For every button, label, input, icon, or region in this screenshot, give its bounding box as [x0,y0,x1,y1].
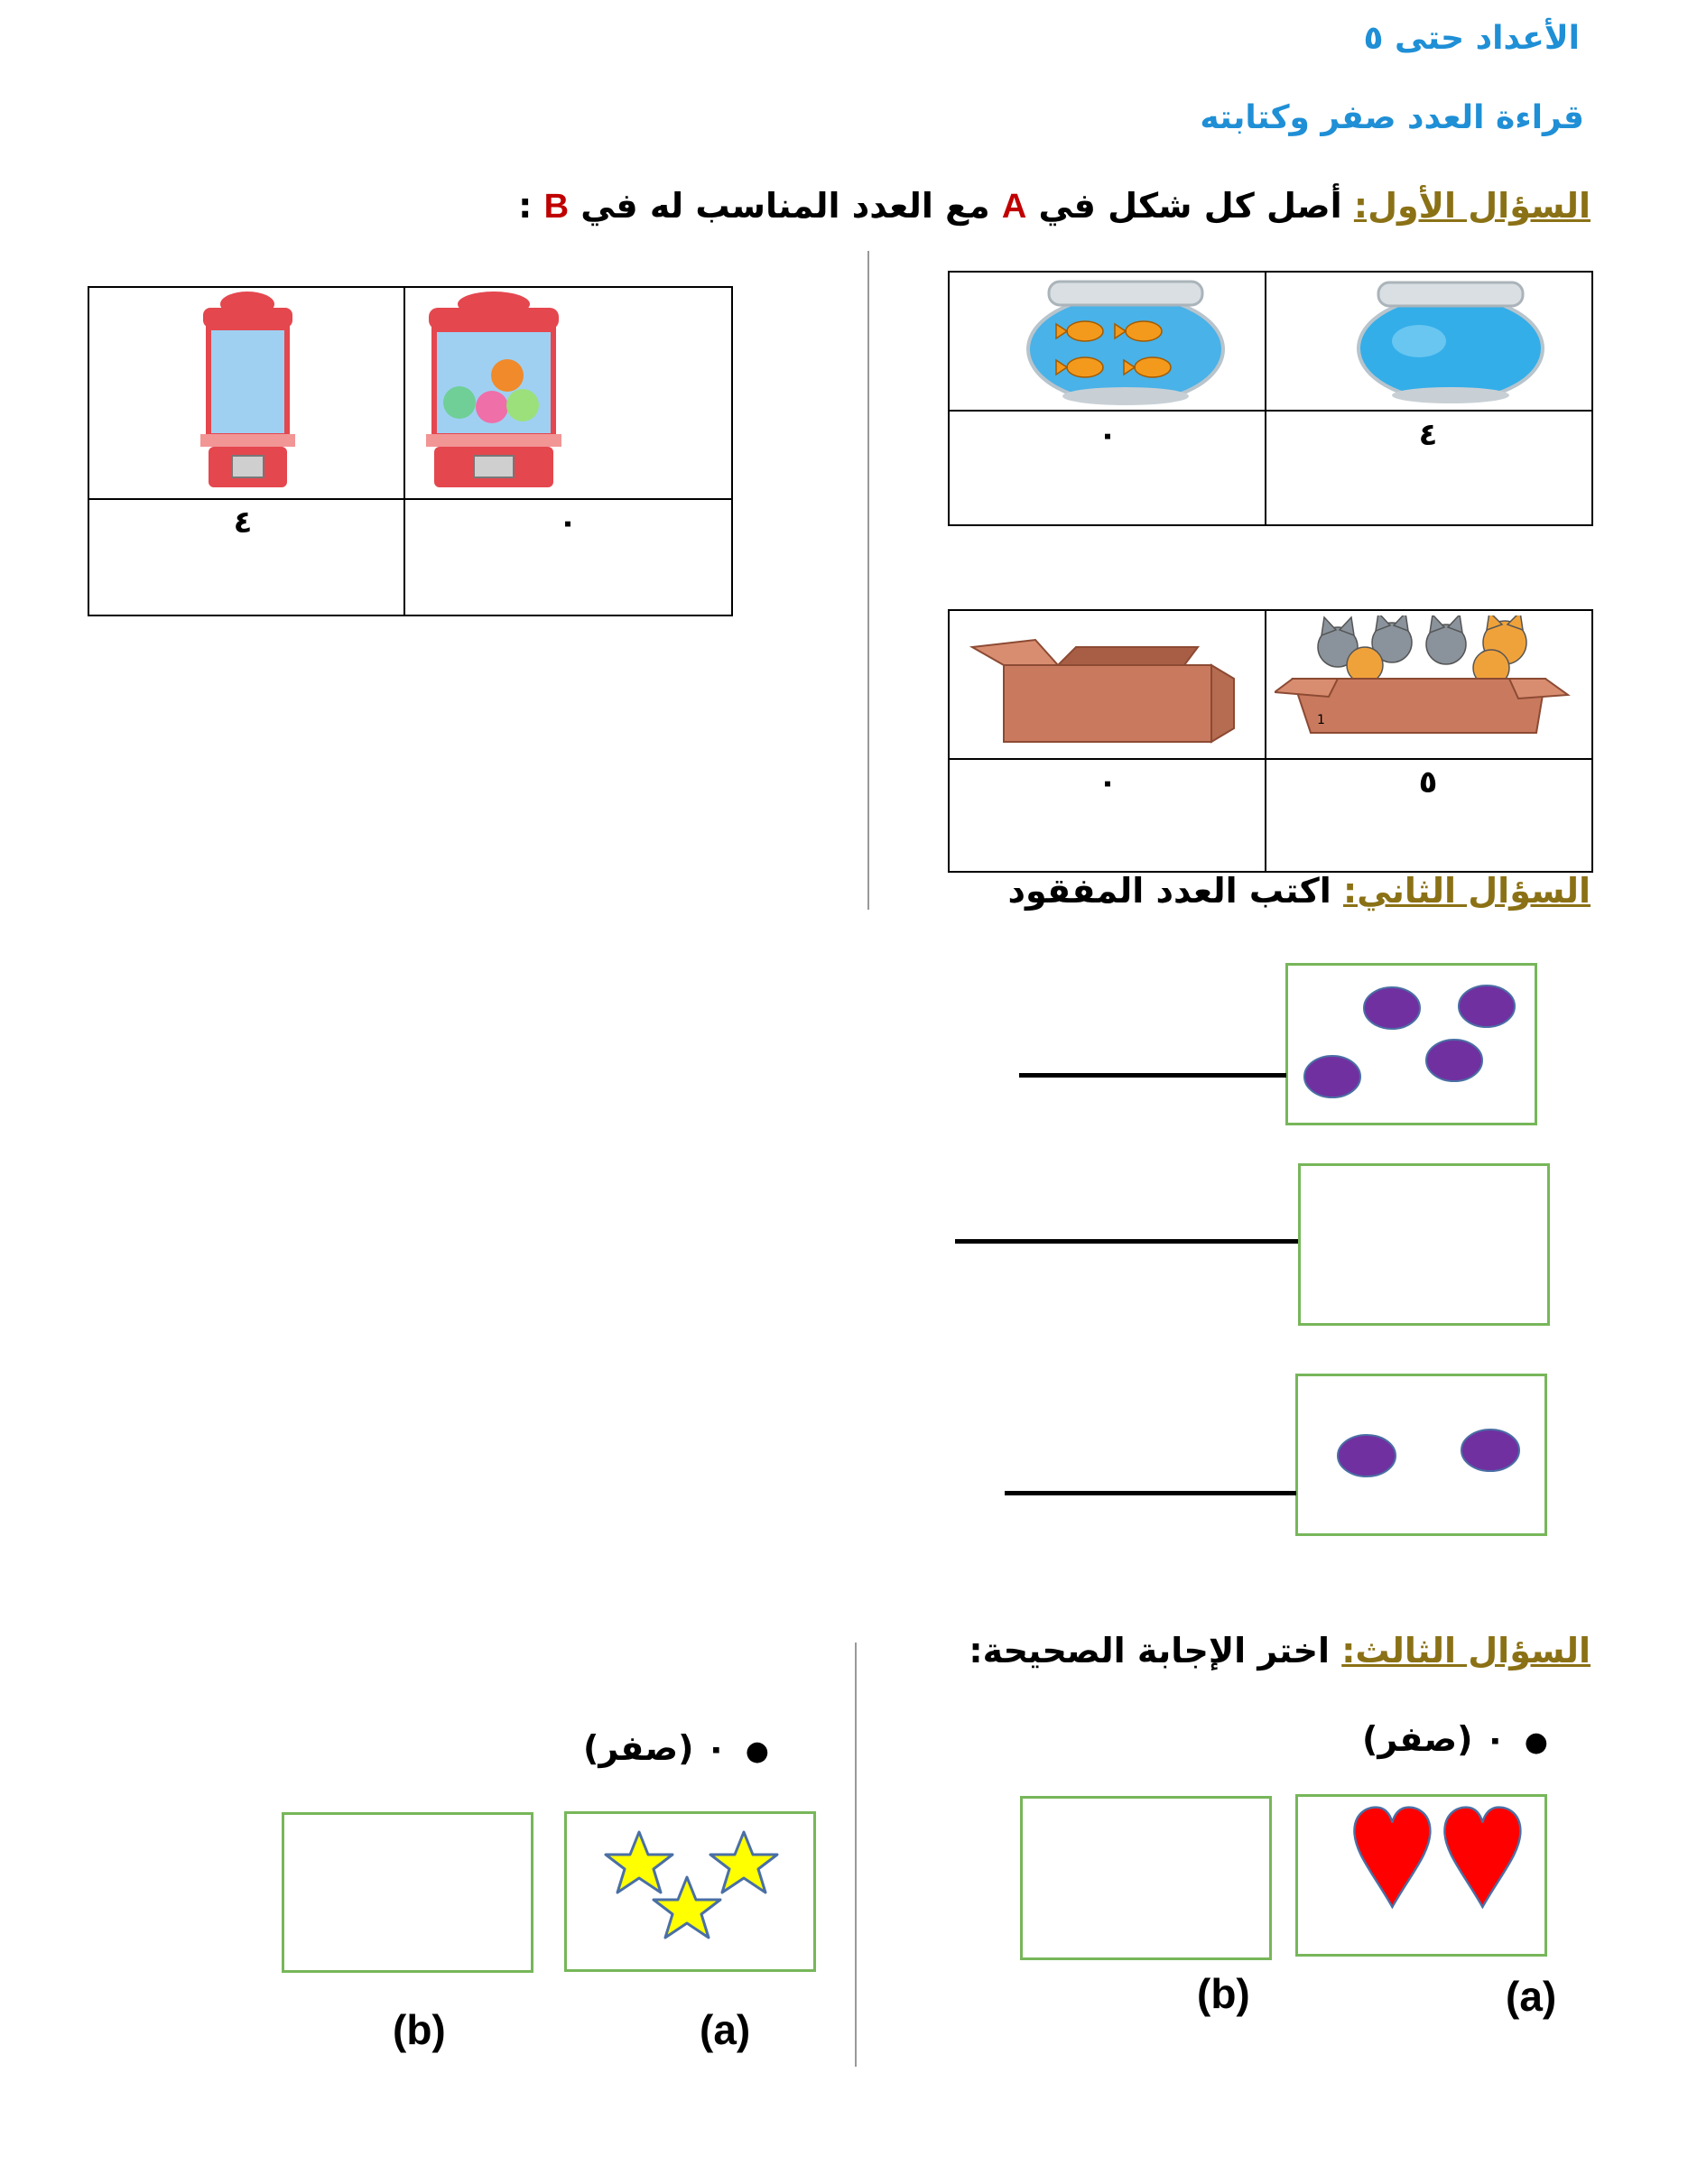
gumball-number-right: ٠ [558,504,578,541]
lesson-subtitle: قراءة العدد صفر وكتابته [1200,99,1584,136]
q1-text-1: أصل كل شكل في [1026,186,1354,226]
catbox-number-right: ٥ [1418,764,1438,800]
missing-number-box-3 [1295,1374,1547,1536]
answer-line-2[interactable] [955,1239,1298,1244]
catbox-table [948,609,1593,873]
empty-gumball-machine-image [196,290,300,494]
missing-number-box-2 [1298,1163,1550,1326]
fishbowl-table [948,271,1593,526]
question-3-label: السؤال الثالث: [1341,1631,1591,1670]
empty-choice-b-right[interactable] [1020,1796,1272,1960]
q1-text-2: مع العدد المناسب له في [569,186,1002,226]
heart [1444,1808,1520,1907]
choice-label-a-left: (a) [700,2006,751,2053]
choice-label-a-right: (a) [1506,1973,1557,2020]
page-title: الأعداد حتى ٥ [1363,20,1580,57]
dot [1459,986,1515,1027]
column-divider-top [867,251,869,910]
answer-line-1[interactable] [1019,1073,1286,1078]
gumball-table [88,286,733,616]
question-2-label: السؤال الثاني: [1343,871,1591,911]
stars-choice-a[interactable] [564,1811,816,1972]
fishbowl-empty-image [1347,278,1554,404]
catbox-number-left: ٠ [1098,764,1118,800]
q2-text: اكتب العدد المفقود [1007,871,1343,911]
answer-line-3[interactable] [1005,1491,1296,1495]
zero-option-left-text: ٠ (صفر) [583,1728,727,1768]
bullet: ● [726,1735,769,1767]
question-3 [969,1631,1591,1670]
heart [1354,1808,1430,1907]
choice-label-b-right: (b) [1197,1970,1250,2017]
dot [1364,987,1420,1029]
star [606,1832,672,1892]
hearts-choice-a[interactable] [1295,1794,1547,1957]
question-1-label: السؤال الأول: [1353,186,1591,226]
column-divider-bottom [855,1643,857,2067]
full-gumball-machine-image [422,290,566,494]
gumball-number-left: ٤ [233,504,253,541]
zero-option-right-text: ٠ (صفر) [1362,1719,1506,1759]
fishbowl-number-left: ٠ [1098,417,1118,453]
zero-option-left [583,1728,769,1768]
fishbowl-full-image [1022,277,1229,408]
q1-letter-b: B [543,188,570,226]
star [654,1877,720,1938]
tiny-mark: 1 [1317,713,1325,727]
empty-box-image [968,629,1238,746]
fishbowl-number-right: ٤ [1418,417,1438,453]
missing-number-box-1 [1285,963,1537,1125]
q1-letter-a: A [1001,188,1027,226]
bullet: ● [1505,1726,1548,1758]
q3-text: اختر الإجابة الصحيحة: [969,1631,1342,1670]
choice-label-b-left: (b) [393,2006,446,2053]
question-2 [1007,871,1591,911]
dot [1461,1430,1519,1471]
zero-option-right [1362,1719,1548,1759]
dot [1426,1040,1482,1081]
question-1 [518,186,1591,227]
q1-text-3: : [518,186,544,226]
empty-choice-b-left[interactable] [282,1812,533,1973]
star [710,1832,777,1892]
dot [1338,1435,1396,1476]
dot [1304,1056,1360,1097]
